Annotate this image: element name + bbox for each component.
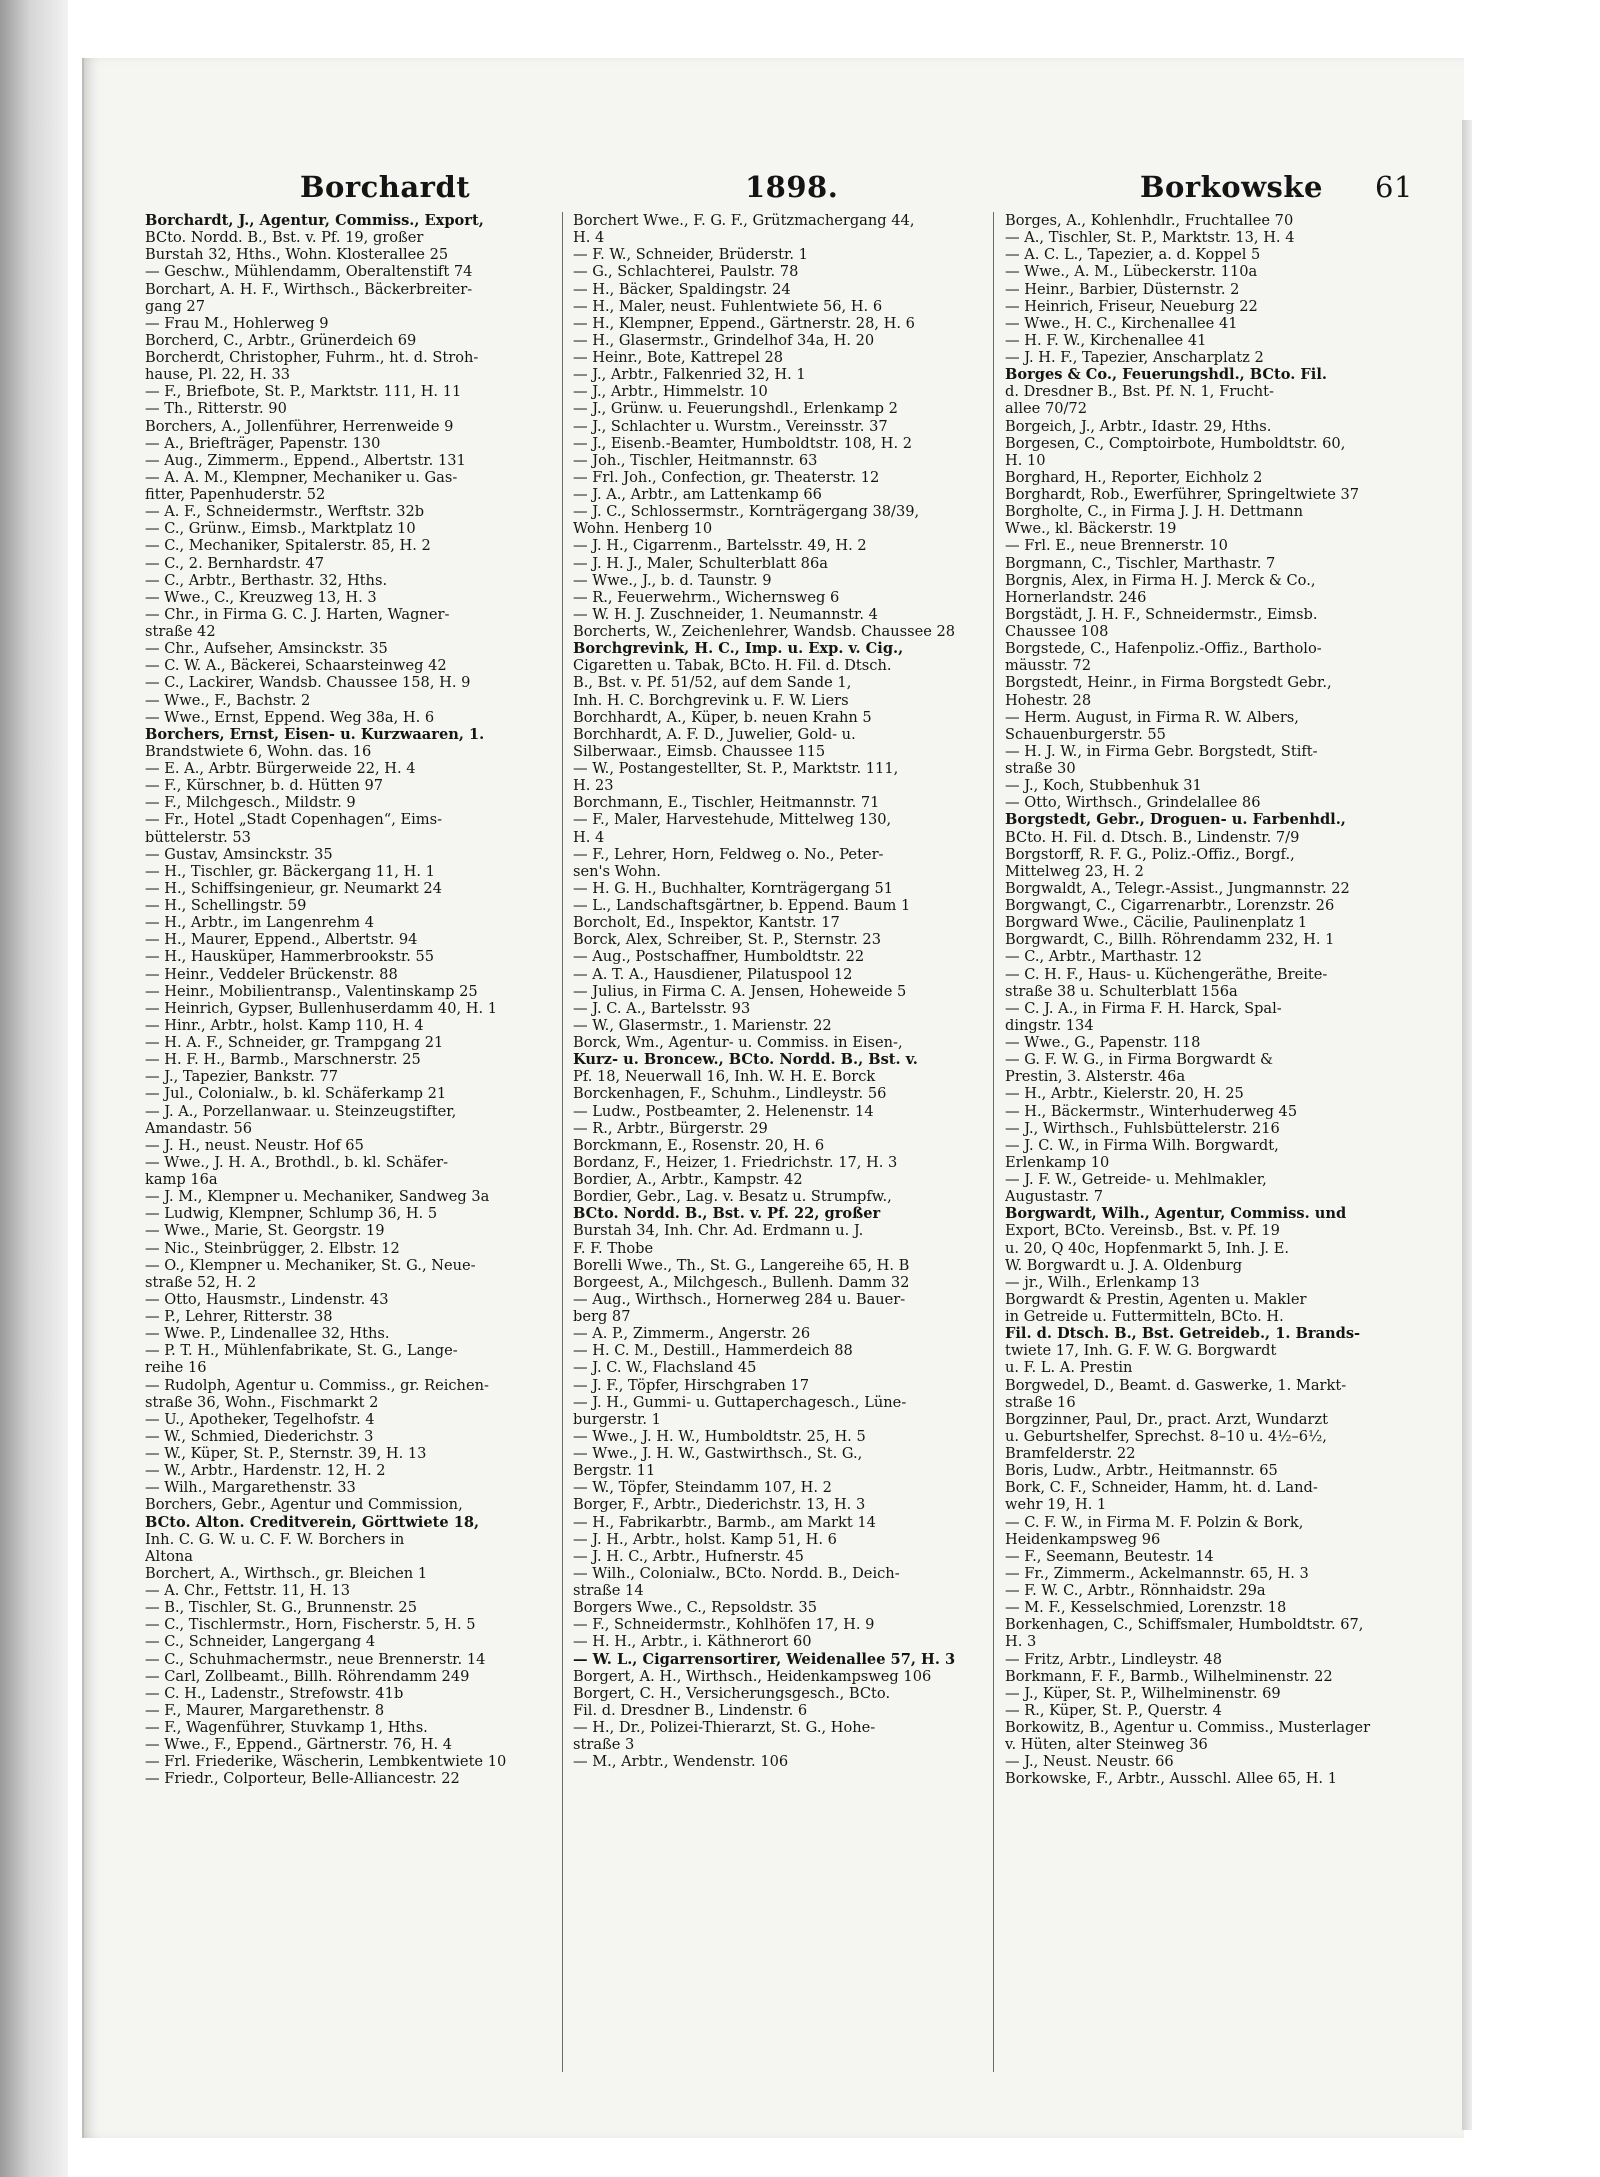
directory-entry-line: — F., Maler, Harvestehude, Mittelweg 130,	[573, 811, 892, 829]
directory-entry-line: Borgert, A. H., Wirthsch., Heidenkampsweg 106	[573, 1667, 932, 1685]
directory-entry-line: — B., Tischler, St. G., Brunnenstr. 25	[145, 1599, 417, 1617]
directory-entry-line: — J., Wirthsch., Fuhlsbüttelerstr. 216	[1005, 1119, 1280, 1137]
directory-entry-line: — H., Bäcker, Spaldingstr. 24	[573, 280, 791, 298]
directory-entry-line: — L., Landschaftsgärtner, b. Eppend. Baum 1	[573, 897, 911, 914]
directory-entry-line: Borchhardt, A., Küper, b. neuen Krahn 5	[573, 708, 872, 726]
directory-entry-line: — H., Arbtr., im Langenrehm 4	[145, 914, 374, 932]
directory-entry-line: Borchmann, E., Tischler, Heitmannstr. 71	[573, 794, 880, 812]
directory-entry-line: — Frl. Joh., Confection, gr. Theaterstr. 12	[573, 468, 880, 486]
directory-entry-line: — F., Milchgesch., Mildstr. 9	[145, 794, 356, 812]
directory-entry-line: — F., Maurer, Margarethenstr. 8	[145, 1701, 385, 1719]
directory-entry-line: — J. A., Porzellanwaar. u. Steinzeugstifter,	[145, 1102, 457, 1120]
directory-entry-line: — F., Lehrer, Horn, Feldweg o. No., Peter-	[573, 845, 884, 863]
directory-entry-line: Borchart, A. H. F., Wirthsch., Bäckerbreiter-	[145, 280, 473, 298]
directory-entry-line: — C. F. W., in Firma M. F. Polzin & Bork,	[1005, 1513, 1304, 1531]
directory-entry-line: mäusstr. 72	[1005, 657, 1092, 675]
directory-entry-line: Borghardt, Rob., Ewerführer, Springeltwiete 37	[1005, 486, 1360, 503]
directory-entry-line: — A. Chr., Fettstr. 11, H. 13	[145, 1582, 351, 1599]
directory-entry-line: — A., Briefträger, Papenstr. 130	[145, 434, 381, 452]
directory-entry-line: F. F. Thobe	[573, 1239, 654, 1257]
directory-entry-line: straße 52, H. 2	[145, 1273, 257, 1291]
page-number: 61	[1375, 170, 1413, 204]
directory-entry-line: — C., Grünw., Eimsb., Marktplatz 10	[145, 520, 416, 538]
directory-entry-line: — F., Briefbote, St. P., Marktstr. 111, H. 11	[145, 383, 462, 401]
directory-entry-line: Borgwangt, C., Cigarrenarbtr., Lorenzstr. 26	[1005, 897, 1335, 914]
directory-entry-line: — F., Seemann, Beutestr. 14	[1005, 1547, 1214, 1565]
directory-entry-line: BCto. H. Fil. d. Dtsch. B., Lindenstr. 7/9	[1005, 828, 1300, 846]
column-divider	[562, 212, 563, 2072]
directory-entry-line: — jr., Wilh., Erlenkamp 13	[1005, 1273, 1200, 1291]
directory-entry-line: — Wwe., C., Kreuzweg 13, H. 3	[145, 588, 377, 606]
directory-entry-line: — C., Tischlermstr., Horn, Fischerstr. 5, H. 5	[145, 1616, 476, 1634]
directory-entry-line: — C. J. A., in Firma F. H. Harck, Spal-	[1005, 999, 1282, 1017]
directory-entry-line: — F., Schneidermstr., Kohlhöfen 17, H. 9	[573, 1616, 875, 1634]
directory-entry-line: — Wwe., F., Bachstr. 2	[145, 691, 311, 709]
directory-entry-line: — H., Hausküper, Hammerbrookstr. 55	[145, 948, 435, 966]
directory-entry-line: — Heinr., Barbier, Düsternstr. 2	[1005, 280, 1240, 298]
directory-entry-line: Borgzinner, Paul, Dr., pract. Arzt, Wundarzt	[1005, 1410, 1328, 1428]
directory-entry-line: Borgwardt & Prestin, Agenten u. Makler	[1005, 1290, 1307, 1308]
directory-entry-line: H. 4	[573, 828, 605, 846]
directory-entry-line: — W. L., Cigarrensortirer, Weidenallee 57, H. 3	[573, 1650, 956, 1668]
directory-entry-line: wehr 19, H. 1	[1005, 1496, 1107, 1514]
directory-entry-line: — H., Klempner, Eppend., Gärtnerstr. 28, H. 6	[573, 314, 915, 332]
directory-entry-line: — R., Küper, St. P., Querstr. 4	[1005, 1701, 1222, 1719]
directory-entry-line: — Wwe., A. M., Lübeckerstr. 110a	[1005, 263, 1258, 281]
directory-entry-line: — H. C. M., Destill., Hammerdeich 88	[573, 1342, 853, 1360]
directory-entry-line: — W. H. J. Zuschneider, 1. Neumannstr. 4	[573, 605, 878, 623]
directory-entry-line: — F., Wagenführer, Stuvkamp 1, Hths.	[145, 1719, 428, 1736]
directory-entry-line: Borgstedt, Gebr., Droguen- u. Farbenhdl.,	[1005, 811, 1346, 829]
directory-entry-line: Borchert Wwe., F. G. F., Grützmachergang 44,	[573, 212, 915, 229]
directory-entry-line: — C., Schuhmachermstr., neue Brennerstr. 14	[145, 1650, 486, 1668]
directory-entry-line: — C., Arbtr., Marthastr. 12	[1005, 948, 1202, 966]
directory-entry-line: — Friedr., Colporteur, Belle-Alliancestr. 22	[145, 1770, 460, 1788]
directory-entry-line: u. 20, Q 40c, Hopfenmarkt 5, Inh. J. E.	[1005, 1239, 1289, 1257]
directory-entry-line: berg 87	[573, 1308, 631, 1325]
directory-entry-line: — C. W. A., Bäckerei, Schaarsteinweg 42	[145, 657, 447, 675]
directory-entry-line: — C., Schneider, Langergang 4	[145, 1633, 376, 1651]
directory-entry-line: Borgward Wwe., Cäcilie, Paulinenplatz 1	[1005, 914, 1308, 932]
directory-entry-line: — J. H., Gummi- u. Guttaperchagesch., Lüne-	[573, 1393, 907, 1411]
directory-entry-line: Hohestr. 28	[1005, 691, 1092, 709]
directory-entry-line: Kurz- u. Broncew., BCto. Nordd. B., Bst. v.	[573, 1051, 918, 1069]
directory-entry-line: — H., Maler, neust. Fuhlentwiete 56, H. 6	[573, 297, 883, 315]
directory-entry-line: H. 23	[573, 777, 614, 795]
directory-entry-line: — J. C. W., in Firma Wilh. Borgwardt,	[1005, 1136, 1279, 1154]
directory-entry-line: — Wwe., F., Eppend., Gärtnerstr. 76, H. 4	[145, 1736, 453, 1754]
directory-entry-line: — J., Tapezier, Bankstr. 77	[145, 1068, 339, 1086]
directory-entry-line: — H. H., Arbtr., i. Käthnerort 60	[573, 1633, 812, 1651]
directory-entry-line: — Joh., Tischler, Heitmannstr. 63	[573, 451, 818, 469]
directory-entry-line: — M. F., Kesselschmied, Lorenzstr. 18	[1005, 1599, 1287, 1617]
header-first-name: Borchardt	[300, 170, 471, 204]
directory-entry-line: — J. M., Klempner u. Mechaniker, Sandweg 3a	[145, 1188, 490, 1206]
directory-entry-line: hause, Pl. 22, H. 33	[145, 366, 291, 384]
directory-entry-line: — Aug., Wirthsch., Hornerweg 284 u. Bauer-	[573, 1290, 906, 1308]
directory-entry-line: — H., Glasermstr., Grindelhof 34a, H. 20	[573, 331, 875, 349]
directory-entry-line: Borgstorff, R. F. G., Poliz.-Offiz., Borgf.,	[1005, 845, 1295, 863]
directory-entry-line: fitter, Papenhuderstr. 52	[145, 486, 326, 503]
directory-entry-line: straße 36, Wohn., Fischmarkt 2	[145, 1393, 379, 1411]
directory-entry-line: Schauenburgerstr. 55	[1005, 725, 1166, 743]
directory-entry-line: Borgstedt, Heinr., in Firma Borgstedt Gebr.,	[1005, 674, 1332, 692]
directory-entry-line: Borcholt, Ed., Inspektor, Kantstr. 17	[573, 914, 840, 932]
directory-entry-line: — J. H., Arbtr., holst. Kamp 51, H. 6	[573, 1530, 837, 1548]
directory-entry-line: Fil. d. Dtsch. B., Bst. Getreideb., 1. Brands-	[1005, 1325, 1361, 1343]
directory-entry-line: — J., Grünw. u. Feuerungshdl., Erlenkamp 2	[573, 400, 898, 418]
directory-entry-line: Borchert, A., Wirthsch., gr. Bleichen 1	[145, 1564, 428, 1582]
directory-entry-line: Borgwedel, D., Beamt. d. Gaswerke, 1. Markt-	[1005, 1376, 1347, 1394]
directory-entry-line: d. Dresdner B., Bst. Pf. N. 1, Frucht-	[1005, 383, 1274, 401]
directory-entry-line: — H., Schiffsingenieur, gr. Neumarkt 24	[145, 879, 442, 897]
directory-entry-line: — C. H., Ladenstr., Strefowstr. 41b	[145, 1684, 404, 1702]
directory-entry-line: Amandastr. 56	[145, 1119, 253, 1137]
directory-entry-line: — Ludw., Postbeamter, 2. Helenenstr. 14	[573, 1102, 874, 1120]
directory-entry-line: Borgeich, J., Arbtr., Idastr. 29, Hths.	[1005, 417, 1272, 435]
directory-entry-line: — Aug., Zimmerm., Eppend., Albertstr. 131	[145, 451, 466, 469]
directory-entry-line: — G., Schlachterei, Paulstr. 78	[573, 263, 799, 281]
directory-entry-line: Inh. C. G. W. u. C. F. W. Borchers in	[145, 1530, 405, 1548]
directory-entry-line: Borckmann, E., Rosenstr. 20, H. 6	[573, 1136, 825, 1154]
directory-entry-line: Inh. H. C. Borchgrevink u. F. W. Liers	[573, 691, 849, 709]
directory-entry-line: straße 14	[573, 1582, 644, 1599]
directory-entry-line: — H., Arbtr., Kielerstr. 20, H. 25	[1005, 1085, 1244, 1103]
header-last-name: Borkowske	[1140, 170, 1323, 204]
directory-entry-line: — F. W. C., Arbtr., Rönnhaidstr. 29a	[1005, 1582, 1266, 1599]
directory-entry-line: — J. H. F., Tapezier, Anscharplatz 2	[1005, 349, 1264, 366]
directory-entry-line: Borgwaldt, A., Telegr.-Assist., Jungmannstr. 22	[1005, 879, 1350, 897]
directory-entry-line: — Wwe., J. H. W., Gastwirthsch., St. G.,	[573, 1445, 863, 1462]
directory-entry-line: Borgers Wwe., C., Repsoldstr. 35	[573, 1599, 818, 1617]
directory-entry-line: — Chr., in Firma G. C. J. Harten, Wagner-	[145, 605, 450, 623]
directory-entry-line: — J. H., neust. Neustr. Hof 65	[145, 1136, 364, 1154]
directory-entry-line: Borcherdt, Christopher, Fuhrm., ht. d. Stroh-	[145, 349, 479, 366]
directory-entry-line: Borger, F., Arbtr., Diederichstr. 13, H. 3	[573, 1496, 866, 1514]
directory-entry-line: Borchhardt, A. F. D., Juwelier, Gold- u.	[573, 725, 856, 743]
directory-entry-line: straße 16	[1005, 1393, 1076, 1411]
directory-entry-line: Augustastr. 7	[1005, 1188, 1104, 1206]
directory-entry-line: — A. F., Schneidermstr., Werftstr. 32b	[145, 503, 425, 521]
directory-entry-line: — Heinrich, Friseur, Neueburg 22	[1005, 297, 1258, 315]
directory-entry-line: — A. C. L., Tapezier, a. d. Koppel 5	[1005, 246, 1261, 264]
directory-entry-line: — H. J. W., in Firma Gebr. Borgstedt, Stift-	[1005, 742, 1318, 760]
directory-entry-line: burgerstr. 1	[573, 1410, 661, 1428]
directory-entry-line: — Wilh., Colonialw., BCto. Nordd. B., Deich-	[573, 1564, 900, 1582]
directory-entry-line: — H. G. H., Buchhalter, Kornträgergang 51	[573, 879, 894, 897]
directory-entry-line: — H., Maurer, Eppend., Albertstr. 94	[145, 931, 418, 949]
directory-entry-line: — Geschw., Mühlendamm, Oberaltenstift 74	[145, 263, 473, 281]
directory-entry-line: Chaussee 108	[1005, 623, 1109, 640]
directory-entry-line: BCto. Nordd. B., Bst. v. Pf. 22, großer	[573, 1205, 881, 1223]
directory-entry-line: — A., Tischler, St. P., Marktstr. 13, H. 4	[1005, 229, 1295, 247]
directory-entry-line: — J. H. C., Arbtr., Hufnerstr. 45	[573, 1547, 804, 1565]
directory-entry-line: — E. A., Arbtr. Bürgerweide 22, H. 4	[145, 760, 416, 777]
directory-entry-line: — H., Tischler, gr. Bäckergang 11, H. 1	[145, 862, 435, 880]
directory-entry-line: Hornerlandstr. 246	[1005, 588, 1147, 606]
directory-entry-line: — J. C. A., Bartelsstr. 93	[573, 999, 751, 1017]
directory-entry-line: — Frl. E., neue Brennerstr. 10	[1005, 537, 1228, 555]
directory-entry-line: Fil. d. Dresdner B., Lindenstr. 6	[573, 1701, 808, 1719]
directory-entry-line: Cigaretten u. Tabak, BCto. H. Fil. d. Dtsch.	[573, 657, 892, 675]
directory-entry-line: — P. T. H., Mühlenfabrikate, St. G., Lange-	[145, 1342, 458, 1360]
directory-entry-line: — Jul., Colonialw., b. kl. Schäferkamp 21	[145, 1085, 447, 1103]
directory-entry-line: — H., Bäckermstr., Winterhuderweg 45	[1005, 1102, 1298, 1120]
page-edge	[1462, 120, 1472, 2130]
directory-entry-line: — W., Küper, St. P., Sternstr. 39, H. 13	[145, 1445, 427, 1462]
directory-entry-line: — W., Glasermstr., 1. Marienstr. 22	[573, 1016, 832, 1034]
directory-entry-line: — Nic., Steinbrügger, 2. Elbstr. 12	[145, 1239, 400, 1257]
directory-entry-line: — Hinr., Arbtr., holst. Kamp 110, H. 4	[145, 1016, 424, 1034]
directory-entry-line: Borgesen, C., Comptoirbote, Humboldtstr. 60,	[1005, 434, 1346, 452]
directory-entry-line: — Gustav, Amsinckstr. 35	[145, 845, 333, 863]
directory-entry-line: Borgert, C. H., Versicherungsgesch., BCto.	[573, 1684, 891, 1702]
directory-entry-line: — Heinrich, Gypser, Bullenhuserdamm 40, H. 1	[145, 999, 498, 1017]
directory-entry-line: — J. H., Cigarrenm., Bartelsstr. 49, H. 2	[573, 537, 867, 555]
directory-entry-line: — Wilh., Margarethenstr. 33	[145, 1479, 356, 1497]
directory-entry-line: BCto. Nordd. B., Bst. v. Pf. 19, großer	[145, 229, 424, 247]
directory-entry-line: straße 42	[145, 623, 216, 640]
directory-entry-line: — Wwe. P., Lindenallee 32, Hths.	[145, 1325, 390, 1343]
directory-entry-line: Bordier, Gebr., Lag. v. Besatz u. Strumpfw.,	[573, 1188, 892, 1206]
directory-entry-line: — Heinr., Mobilientransp., Valentinskamp 25	[145, 982, 478, 1000]
directory-entry-line: Borgwardt, Wilh., Agentur, Commiss. und	[1005, 1205, 1347, 1223]
directory-entry-line: Bork, C. F., Schneider, Hamm, ht. d. Land-	[1005, 1479, 1318, 1497]
directory-entry-line: — Fritz, Arbtr., Lindleystr. 48	[1005, 1650, 1223, 1668]
directory-entry-line: — H., Dr., Polizei-Thierarzt, St. G., Hohe-	[573, 1719, 876, 1736]
directory-entry-line: — Herm. August, in Firma R. W. Albers,	[1005, 708, 1299, 726]
directory-entry-line: — H. F. H., Barmb., Marschnerstr. 25	[145, 1051, 421, 1069]
directory-entry-line: Borkowske, F., Arbtr., Ausschl. Allee 65, H. 1	[1005, 1770, 1337, 1788]
directory-entry-line: — Frau M., Hohlerweg 9	[145, 314, 329, 332]
directory-entry-line: Borghard, H., Reporter, Eichholz 2	[1005, 468, 1263, 486]
directory-entry-line: in Getreide u. Futtermitteln, BCto. H.	[1005, 1308, 1284, 1325]
directory-entry-line: — H., Fabrikarbtr., Barmb., am Markt 14	[573, 1513, 876, 1531]
directory-column-2	[573, 212, 973, 1770]
directory-entry-line: sen's Wohn.	[573, 862, 661, 880]
directory-entry-line: v. Hüten, alter Steinweg 36	[1005, 1736, 1208, 1754]
directory-entry-line: Borgholte, C., in Firma J. J. H. Dettmann	[1005, 503, 1304, 521]
directory-entry-line: Heidenkampsweg 96	[1005, 1530, 1161, 1548]
directory-entry-line: — H. F. W., Kirchenallee 41	[1005, 331, 1207, 349]
directory-entry-line: B., Bst. v. Pf. 51/52, auf dem Sande 1,	[573, 674, 852, 692]
directory-column-3	[1005, 212, 1405, 1788]
directory-column-1	[145, 212, 545, 1788]
directory-entry-line: Prestin, 3. Alsterstr. 46a	[1005, 1068, 1186, 1086]
directory-entry-line: — Julius, in Firma C. A. Jensen, Hoheweide 5	[573, 982, 907, 1000]
directory-entry-line: Borcherd, C., Arbtr., Grünerdeich 69	[145, 331, 417, 349]
directory-entry-line: — U., Apotheker, Tegelhofstr. 4	[145, 1410, 375, 1428]
directory-entry-line: Wohn. Henberg 10	[573, 520, 713, 538]
directory-entry-line: straße 30	[1005, 760, 1076, 777]
directory-entry-line: — C., Lackirer, Wandsb. Chaussee 158, H. 9	[145, 674, 471, 692]
directory-entry-line: — Otto, Hausmstr., Lindenstr. 43	[145, 1290, 389, 1308]
directory-entry-line: — Aug., Postschaffner, Humboldtstr. 22	[573, 948, 865, 966]
directory-entry-line: — J., Schlachter u. Wurstm., Vereinsstr. 37	[573, 417, 888, 435]
directory-entry-line: — Heinr., Veddeler Brückenstr. 88	[145, 965, 398, 983]
directory-entry-line: Brandstwiete 6, Wohn. das. 16	[145, 742, 372, 760]
directory-entry-line: Erlenkamp 10	[1005, 1153, 1110, 1171]
directory-entry-line: — W., Töpfer, Steindamm 107, H. 2	[573, 1479, 832, 1497]
book-spine	[0, 0, 68, 2177]
directory-entry-line: — J. F., Töpfer, Hirschgraben 17	[573, 1376, 810, 1394]
directory-entry-line: — J., Arbtr., Himmelstr. 10	[573, 383, 768, 401]
directory-entry-line: — C., 2. Bernhardstr. 47	[145, 554, 325, 572]
directory-entry-line: dingstr. 134	[1005, 1016, 1094, 1034]
directory-entry-line: — R., Arbtr., Bürgerstr. 29	[573, 1119, 768, 1137]
directory-entry-line: Altona	[145, 1547, 193, 1565]
directory-entry-line: reihe 16	[145, 1359, 207, 1377]
directory-entry-line: Mittelweg 23, H. 2	[1005, 862, 1144, 880]
directory-entry-line: Silberwaar., Eimsb. Chaussee 115	[573, 742, 826, 760]
directory-entry-line: — Heinr., Bote, Kattrepel 28	[573, 349, 784, 366]
directory-entry-line: Burstah 32, Hths., Wohn. Klosterallee 25	[145, 246, 449, 264]
directory-entry-line: Borgmann, C., Tischler, Marthastr. 7	[1005, 554, 1276, 572]
directory-entry-line: Pf. 18, Neuerwall 16, Inh. W. H. E. Borck	[573, 1068, 876, 1086]
directory-entry-line: — Wwe., J., b. d. Taunstr. 9	[573, 571, 772, 589]
directory-entry-line: — J., Küper, St. P., Wilhelminenstr. 69	[1005, 1684, 1281, 1702]
directory-entry-line: allee 70/72	[1005, 400, 1088, 418]
directory-entry-line: W. Borgwardt u. J. A. Oldenburg	[1005, 1256, 1243, 1274]
directory-entry-line: — J., Eisenb.-Beamter, Humboldtstr. 108, H. 2	[573, 434, 913, 452]
directory-entry-line: — Wwe., Marie, St. Georgstr. 19	[145, 1222, 385, 1240]
directory-entry-line: kamp 16a	[145, 1171, 218, 1188]
directory-entry-line: — J. C. W., Flachsland 45	[573, 1359, 757, 1377]
directory-entry-line: — J., Koch, Stubbenhuk 31	[1005, 777, 1202, 795]
directory-entry-line: gang 27	[145, 297, 205, 315]
directory-entry-line: — J., Neust. Neustr. 66	[1005, 1753, 1174, 1771]
directory-entry-line: — Wwe., J. H. A., Brothdl., b. kl. Schäfer-	[145, 1153, 449, 1171]
directory-entry-line: Borgnis, Alex, in Firma H. J. Merck & Co.,	[1005, 571, 1316, 589]
directory-entry-line: Borkowitz, B., Agentur u. Commiss., Musterlager	[1005, 1719, 1371, 1736]
directory-entry-line: Export, BCto. Vereinsb., Bst. v. Pf. 19	[1005, 1222, 1280, 1240]
directory-entry-line: u. Geburtshelfer, Sprechst. 8–10 u. 4½–6½,	[1005, 1427, 1327, 1445]
directory-entry-line: Borges, A., Kohlenhdlr., Fruchtallee 70	[1005, 212, 1294, 229]
directory-entry-line: — Chr., Aufseher, Amsinckstr. 35	[145, 640, 388, 658]
directory-entry-line: Boris, Ludw., Arbtr., Heitmannstr. 65	[1005, 1462, 1278, 1480]
directory-entry-line: Bordier, A., Arbtr., Kampstr. 42	[573, 1171, 803, 1188]
directory-entry-line: — C., Arbtr., Berthastr. 32, Hths.	[145, 571, 388, 589]
directory-entry-line: — F., Kürschner, b. d. Hütten 97	[145, 777, 384, 795]
directory-entry-line: Borck, Wm., Agentur- u. Commiss. in Eisen-,	[573, 1034, 903, 1051]
directory-entry-line: — H. A. F., Schneider, gr. Trampgang 21	[145, 1034, 444, 1051]
directory-entry-line: — C., Mechaniker, Spitalerstr. 85, H. 2	[145, 537, 431, 555]
directory-entry-line: Borgwardt, C., Billh. Röhrendamm 232, H. 1	[1005, 931, 1335, 949]
directory-entry-line: — W., Schmied, Diederichstr. 3	[145, 1427, 374, 1445]
page-header	[135, 170, 1425, 210]
directory-entry-line: — G. F. W. G., in Firma Borgwardt &	[1005, 1051, 1274, 1069]
directory-entry-line: — J. H. J., Maler, Schulterblatt 86a	[573, 554, 828, 572]
directory-entry-line: twiete 17, Inh. G. F. W. G. Borgwardt	[1005, 1342, 1277, 1360]
directory-entry-line: — J. F. W., Getreide- u. Mehlmakler,	[1005, 1171, 1267, 1188]
directory-entry-line: — O., Klempner u. Mechaniker, St. G., Neue-	[145, 1256, 476, 1274]
directory-entry-line: Bramfelderstr. 22	[1005, 1445, 1136, 1462]
directory-entry-line: Borkmann, F. F., Barmb., Wilhelminenstr. 22	[1005, 1667, 1333, 1685]
directory-entry-line: — J., Arbtr., Falkenried 32, H. 1	[573, 366, 806, 384]
directory-entry-line: — Wwe., Ernst, Eppend. Weg 38a, H. 6	[145, 708, 435, 726]
directory-entry-line: — J. C., Schlossermstr., Kornträgergang 38/39,	[573, 503, 920, 521]
directory-entry-line: Burstah 34, Inh. Chr. Ad. Erdmann u. J.	[573, 1222, 864, 1240]
directory-entry-line: Borchgrevink, H. C., Imp. u. Exp. v. Cig.,	[573, 640, 904, 658]
directory-entry-line: — Carl, Zollbeamt., Billh. Röhrendamm 249	[145, 1667, 470, 1685]
directory-entry-line: Borchardt, J., Agentur, Commiss., Export,	[145, 212, 484, 229]
directory-entry-line: Borchers, Ernst, Eisen- u. Kurzwaaren, 1.	[145, 725, 485, 743]
directory-entry-line: H. 3	[1005, 1633, 1037, 1651]
directory-entry-line: — Wwe., H. C., Kirchenallee 41	[1005, 314, 1238, 332]
directory-entry-line: Borgeest, A., Milchgesch., Bullenh. Damm 32	[573, 1273, 910, 1291]
directory-entry-line: Borchers, Gebr., Agentur und Commission,	[145, 1496, 463, 1514]
directory-entry-line: Bergstr. 11	[573, 1462, 656, 1480]
directory-entry-line: Borgstede, C., Hafenpoliz.-Offiz., Bartholo-	[1005, 640, 1322, 658]
directory-entry-line: — A. T. A., Hausdiener, Pilatuspool 12	[573, 965, 853, 983]
directory-entry-line: — M., Arbtr., Wendenstr. 106	[573, 1753, 789, 1771]
directory-entry-line: BCto. Alton. Creditverein, Görttwiete 18,	[145, 1513, 480, 1531]
directory-entry-line: Borgstädt, J. H. F., Schneidermstr., Eimsb.	[1005, 605, 1318, 623]
directory-entry-line: — P., Lehrer, Ritterstr. 38	[145, 1308, 333, 1325]
directory-entry-line: — H., Schellingstr. 59	[145, 897, 307, 914]
header-year: 1898.	[745, 170, 839, 204]
directory-entry-line: — Ludwig, Klempner, Schlump 36, H. 5	[145, 1205, 438, 1223]
directory-entry-line: straße 38 u. Schulterblatt 156a	[1005, 982, 1238, 1000]
directory-entry-line: — Fr., Hotel „Stadt Copenhagen“, Eims-	[145, 811, 443, 829]
directory-entry-line: — J. A., Arbtr., am Lattenkamp 66	[573, 486, 822, 503]
directory-entry-line: — W., Arbtr., Hardenstr. 12, H. 2	[145, 1462, 386, 1480]
directory-entry-line: u. F. L. A. Prestin	[1005, 1359, 1133, 1377]
directory-entry-line: Borkenhagen, C., Schiffsmaler, Humboldtstr. 67,	[1005, 1616, 1364, 1634]
directory-entry-line: Borchers, A., Jollenführer, Herrenweide 9	[145, 417, 454, 435]
directory-entry-line: Borcherts, W., Zeichenlehrer, Wandsb. Chaussee 28	[573, 623, 956, 640]
directory-entry-line: — A. P., Zimmerm., Angerstr. 26	[573, 1325, 811, 1343]
directory-entry-line: büttelerstr. 53	[145, 828, 251, 846]
directory-entry-line: Wwe., kl. Bäckerstr. 19	[1005, 520, 1177, 538]
directory-entry-line: H. 4	[573, 229, 605, 247]
directory-entry-line: — Rudolph, Agentur u. Commiss., gr. Reichen-	[145, 1376, 489, 1394]
directory-entry-line: Borges & Co., Feuerungshdl., BCto. Fil.	[1005, 366, 1327, 384]
directory-entry-line: — Frl. Friederike, Wäscherin, Lembkentwiete 10	[145, 1753, 507, 1771]
directory-entry-line: — Th., Ritterstr. 90	[145, 400, 287, 418]
directory-entry-line: Borelli Wwe., Th., St. G., Langereihe 65, H. B	[573, 1256, 910, 1274]
directory-entry-line: — R., Feuerwehrm., Wichernsweg 6	[573, 588, 840, 606]
column-divider	[993, 212, 994, 2072]
directory-entry-line: — Fr., Zimmerm., Ackelmannstr. 65, H. 3	[1005, 1564, 1309, 1582]
directory-entry-line: straße 3	[573, 1736, 635, 1754]
directory-columns	[145, 212, 1425, 2082]
directory-entry-line: Borckenhagen, F., Schuhm., Lindleystr. 56	[573, 1085, 887, 1103]
directory-entry-line: Bordanz, F., Heizer, 1. Friedrichstr. 17, H. 3	[573, 1153, 898, 1171]
directory-entry-line: — W., Postangestellter, St. P., Marktstr. 111,	[573, 760, 899, 777]
directory-entry-line: Borck, Alex, Schreiber, St. P., Sternstr. 23	[573, 931, 881, 949]
directory-entry-line: — Otto, Wirthsch., Grindelallee 86	[1005, 794, 1261, 812]
directory-entry-line: — Wwe., G., Papenstr. 118	[1005, 1034, 1201, 1051]
directory-entry-line: H. 10	[1005, 451, 1046, 469]
directory-entry-line: — C. H. F., Haus- u. Küchengeräthe, Breite-	[1005, 965, 1328, 983]
directory-entry-line: — Wwe., J. H. W., Humboldtstr. 25, H. 5	[573, 1427, 866, 1445]
directory-entry-line: — F. W., Schneider, Brüderstr. 1	[573, 246, 808, 264]
directory-entry-line: — A. A. M., Klempner, Mechaniker u. Gas-	[145, 468, 458, 486]
